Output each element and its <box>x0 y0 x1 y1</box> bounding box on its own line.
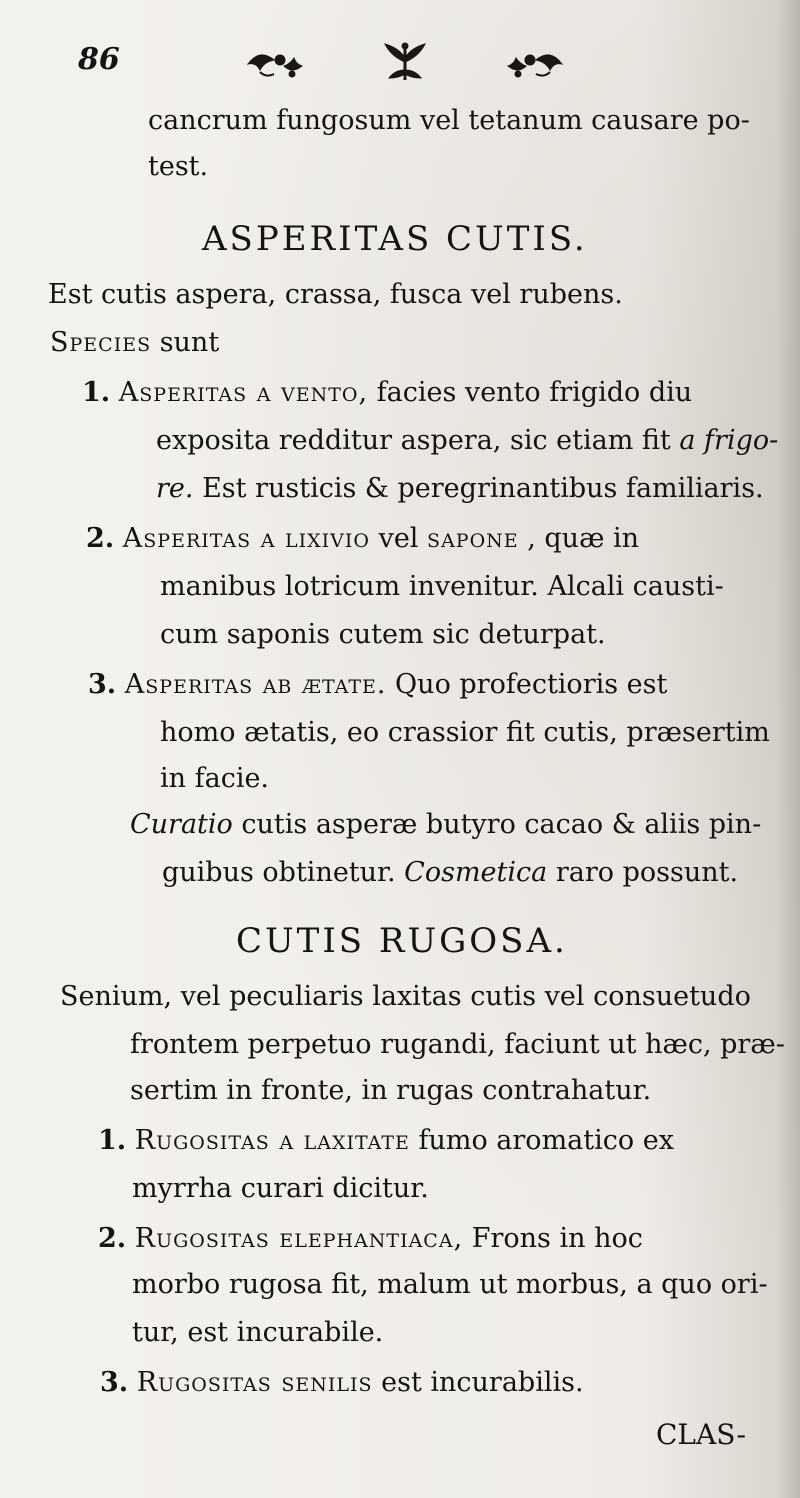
section-title-asperitas: ASPERITAS CUTIS. <box>202 219 588 259</box>
rugosa-intro-line-1: Senium, vel peculiaris laxitas cutis vel consuetudo <box>60 981 751 1012</box>
section-title-rugosa: CUTIS RUGOSA. <box>236 921 568 961</box>
item-name: Asperitas a lixivio <box>122 523 370 554</box>
rugosa-item-3-line-1 <box>100 1366 584 1400</box>
list-item-3-line-2: homo ætatis, eo crassior fit cutis, præsertim <box>160 717 770 748</box>
species-line <box>50 326 219 360</box>
curatio-text: guibus obtinetur. <box>162 857 396 888</box>
curatio-text: cutis asperæ butyro cacao & aliis pin- <box>241 809 762 840</box>
continuation-line-1: cancrum fungosum vel tetanum causare po- <box>148 105 750 136</box>
curatio-label: Curatio <box>130 809 233 840</box>
item-connector: vel <box>378 523 419 554</box>
item-text: facies vento frigido diu <box>376 377 693 408</box>
item-number: 2. <box>98 1223 127 1254</box>
list-item-1-line-3 <box>156 472 764 506</box>
item-italic-text: re. <box>156 473 194 504</box>
item-text: Frons in hoc <box>471 1223 643 1254</box>
item-name: Rugositas senilis <box>136 1367 373 1398</box>
list-item-3-line-1 <box>88 668 667 702</box>
item-number: 1. <box>82 377 111 408</box>
rugosa-intro-line-2: frontem perpetuo rugandi, faciunt ut hæc, præ- <box>130 1029 785 1060</box>
rugosa-intro-line-3: sertim in fronte, in rugas contrahatur. <box>130 1075 652 1106</box>
fleuron-left-icon <box>248 55 302 77</box>
curatio-line-2 <box>162 856 738 890</box>
curatio-line-1 <box>130 808 761 842</box>
fleuron-right-icon <box>508 55 562 77</box>
item-text: Quo profectioris est <box>395 669 668 700</box>
list-item-1-line-2 <box>156 424 778 458</box>
page-number: 86 <box>78 42 120 77</box>
curatio-text-end: raro possunt. <box>555 857 739 888</box>
item-number: 3. <box>100 1367 129 1398</box>
rugosa-item-2-line-1 <box>98 1222 643 1256</box>
rugosa-item-1-line-2: myrrha curari dicitur. <box>132 1173 429 1204</box>
item-text: Est rusticis & peregrinantibus familiaris. <box>202 473 764 504</box>
list-item-2-line-3: cum saponis cutem sic deturpat. <box>160 619 606 650</box>
floral-fleuron-icon <box>240 40 570 84</box>
section-definition: Est cutis aspera, crassa, fusca vel rubens. <box>48 279 623 310</box>
list-item-1-line-1 <box>82 376 692 410</box>
rugosa-item-2-line-3: tur, est incurabile. <box>132 1317 384 1348</box>
item-number: 1. <box>98 1125 127 1156</box>
catchword: CLAS- <box>656 1418 746 1451</box>
item-name: Asperitas a vento, <box>118 377 369 408</box>
item-number: 3. <box>88 669 117 700</box>
rugosa-item-2-line-2: morbo rugosa fit, malum ut morbus, a quo ori- <box>132 1269 768 1300</box>
item-text: , quæ in <box>527 523 640 554</box>
item-text: est incurabilis. <box>381 1367 584 1398</box>
item-name: Asperitas ab ætate. <box>124 669 387 700</box>
item-text: exposita redditur aspera, sic etiam fit <box>156 425 671 456</box>
cosmetica-label: Cosmetica <box>404 857 548 888</box>
item-number: 2. <box>86 523 115 554</box>
fleuron-center-icon <box>385 43 425 80</box>
species-word: sunt <box>159 327 220 358</box>
list-item-2-line-2: manibus lotricum invenitur. Alcali causti- <box>160 571 724 602</box>
item-name: Rugositas elephantiaca, <box>134 1223 464 1254</box>
item-italic-text: a frigo- <box>679 425 779 456</box>
item-name-2: sapone <box>427 523 519 554</box>
item-name: Rugositas a laxitate <box>134 1125 410 1156</box>
continuation-line-2: test. <box>148 151 209 182</box>
item-text: fumo aromatico ex <box>418 1125 674 1156</box>
rugosa-item-1-line-1 <box>98 1124 674 1158</box>
list-item-3-line-3: in facie. <box>160 763 270 794</box>
list-item-2-line-1 <box>86 522 639 556</box>
species-label: Species <box>50 327 152 358</box>
